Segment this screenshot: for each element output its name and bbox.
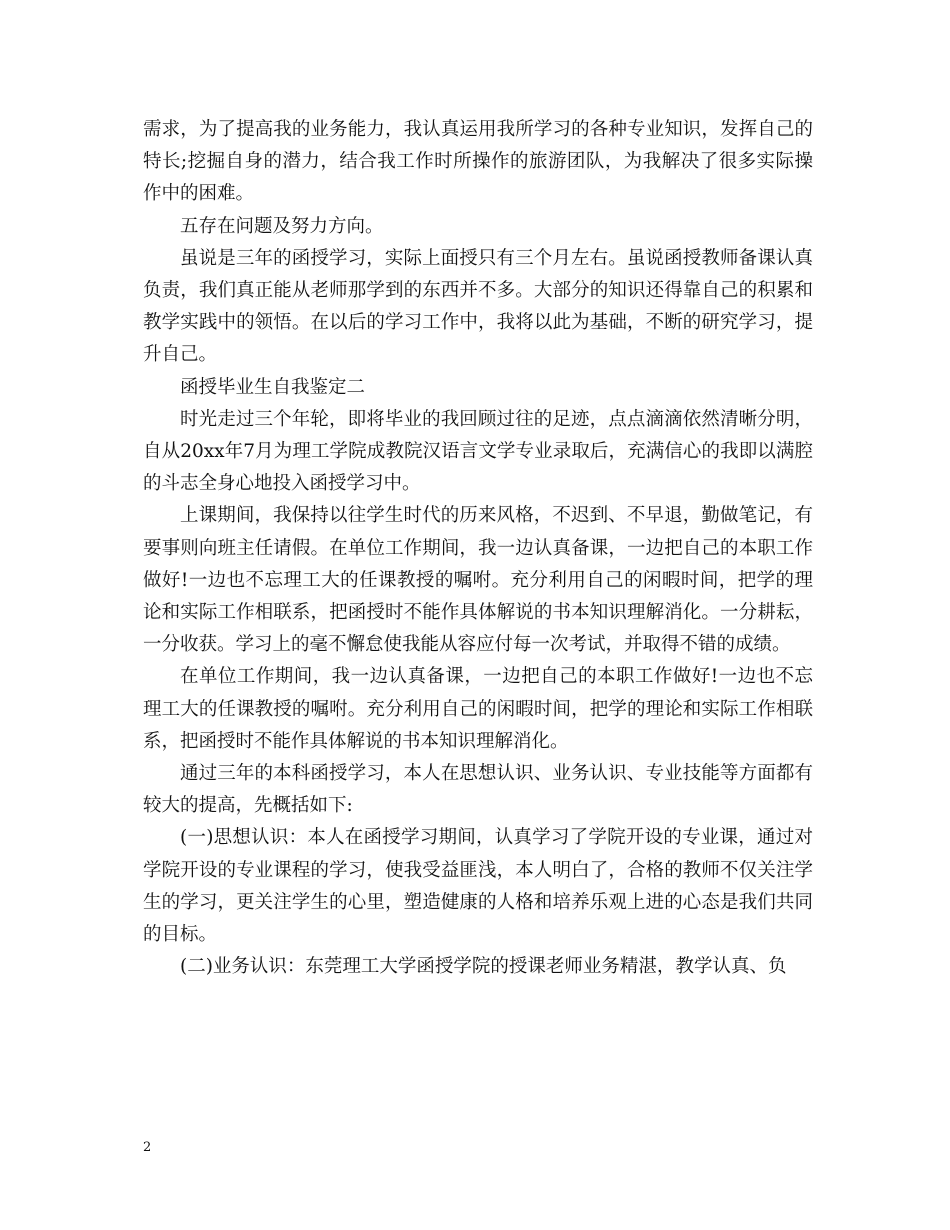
- paragraph-section-heading: 五存在问题及努力方向。: [180, 215, 384, 237]
- paragraph-section-heading: 函授毕业生自我鉴定二: [180, 376, 366, 398]
- paragraph: (一)思想认识：本人在函授学习期间，认真学习了学院开设的专业课，通过对学院开设的专业课程的学习，使我受益匪浅，本人明白了，合格的教师不仅关注学生的学习，更关注学生的心里，塑造健康的人格和培养乐观上进的心态是我们共同的目标。: [143, 827, 813, 946]
- document-body: [143, 114, 813, 983]
- paragraph: 在单位工作期间，我一边认真备课，一边把自己的本职工作做好!一边也不忘理工大的任课教授的嘱咐。充分利用自己的闲暇时间，把学的理论和实际工作相联系，把函授时不能作具体解说的书本知识理解消化。: [143, 666, 813, 752]
- paragraph: 需求，为了提高我的业务能力，我认真运用我所学习的各种专业知识，发挥自己的特长;挖掘自身的潜力，结合我工作时所操作的旅游团队，为我解决了很多实际操作中的困难。: [143, 119, 813, 205]
- paragraph: 通过三年的本科函授学习，本人在思想认识、业务认识、专业技能等方面都有较大的提高，先概括如下:: [143, 763, 813, 817]
- paragraph: 虽说是三年的函授学习，实际上面授只有三个月左右。虽说函授教师备课认真负责，我们真正能从老师那学到的东西并不多。大部分的知识还得靠自己的积累和教学实践中的领悟。在以后的学习工作中，我将以此为基础，不断的研究学习，提升自己。: [143, 247, 813, 366]
- paragraph: 时光走过三个年轮，即将毕业的我回顾过往的足迹，点点滴滴依然清晰分明，自从20xx年7月为理工学院成教院汉语言文学专业录取后，充满信心的我即以满腔的斗志全身心地投入函授学习中。: [143, 408, 813, 495]
- paragraph: (二)业务认识：东莞理工大学函授学院的授课老师业务精湛，教学认真、负: [180, 956, 787, 978]
- paragraph: 上课期间，我保持以往学生时代的历来风格，不迟到、不早退，勤做笔记，有要事则向班主任请假。在单位工作期间，我一边认真备课，一边把自己的本职工作做好!一边也不忘理工大的任课教授的嘱咐。充分利用自己的闲暇时间，把学的理论和实际工作相联系，把函授时不能作具体解说的书本知识理解消化。一分耕耘，一分收获。学习上的毫不懈怠使我能从容应付每一次考试，并取得不错的成绩。: [143, 505, 813, 656]
- page-number: 2: [143, 1140, 152, 1155]
